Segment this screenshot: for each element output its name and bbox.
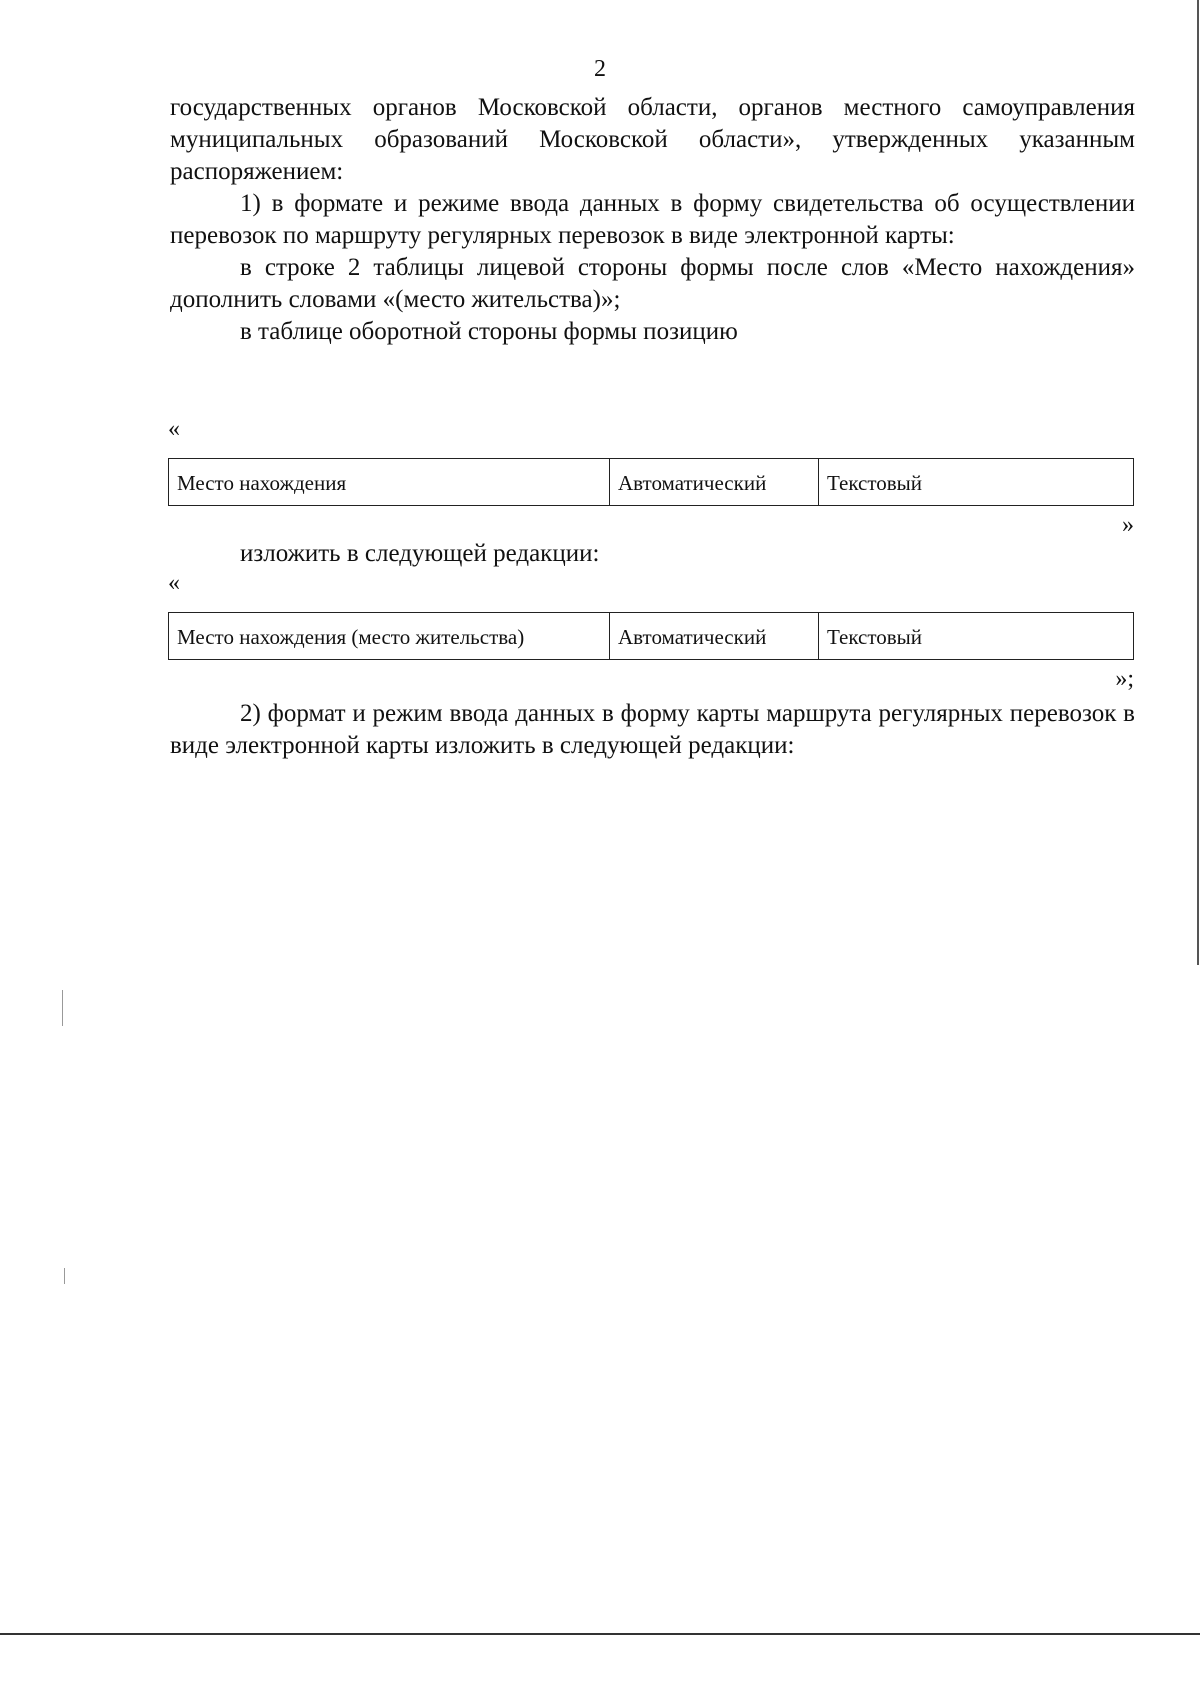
old-table-close-quote: » [1122,512,1134,538]
scan-frame-right-edge [1197,0,1199,965]
field-name-cell: Место нахождения (место жительства) [169,613,610,660]
scan-artifact-mark [62,990,63,1026]
old-position-table [168,458,1134,506]
restate-paragraph: изложить в следующей редакции: [240,540,600,567]
table-row [169,459,1134,506]
document-body-part-2 [170,538,1135,570]
data-type-cell: Текстовый [819,459,1134,506]
document-body-part-1 [170,92,1135,348]
reverse-side-paragraph: в таблице оборотной стороны формы позицию [240,318,738,345]
data-type-cell: Текстовый [819,613,1134,660]
field-name-cell: Место нахождения [169,459,610,506]
line-2-paragraph: в строке 2 таблицы лицевой стороны формы после слов «Место нахождения» дополнить словами «(место жительства)»; [170,254,1135,313]
item-2-paragraph: 2) формат и режим ввода данных в форму карты маршрута регулярных перевозок в виде электронной карты изложить в следующей редакции: [170,700,1135,759]
input-mode-cell: Автоматический [610,459,819,506]
new-table-close-quote: »; [1115,666,1134,692]
scan-frame-bottom-edge [0,1633,1200,1635]
scan-artifact-mark [64,1268,65,1284]
item-1-paragraph: 1) в формате и режиме ввода данных в форму свидетельства об осуществлении перевозок по маршруту регулярных перевозок в виде электронной карты: [170,190,1135,249]
table-row [169,613,1134,660]
old-table-open-quote: « [168,416,180,442]
page-number: 2 [594,56,606,82]
document-body-part-3 [170,698,1135,762]
new-position-table [168,612,1134,660]
input-mode-cell: Автоматический [610,613,819,660]
intro-paragraph: государственных органов Московской области, органов местного самоуправления муниципальных образований Московской области», утвержденных указанным распоряжением: [170,94,1135,185]
new-table-open-quote: « [168,570,180,596]
